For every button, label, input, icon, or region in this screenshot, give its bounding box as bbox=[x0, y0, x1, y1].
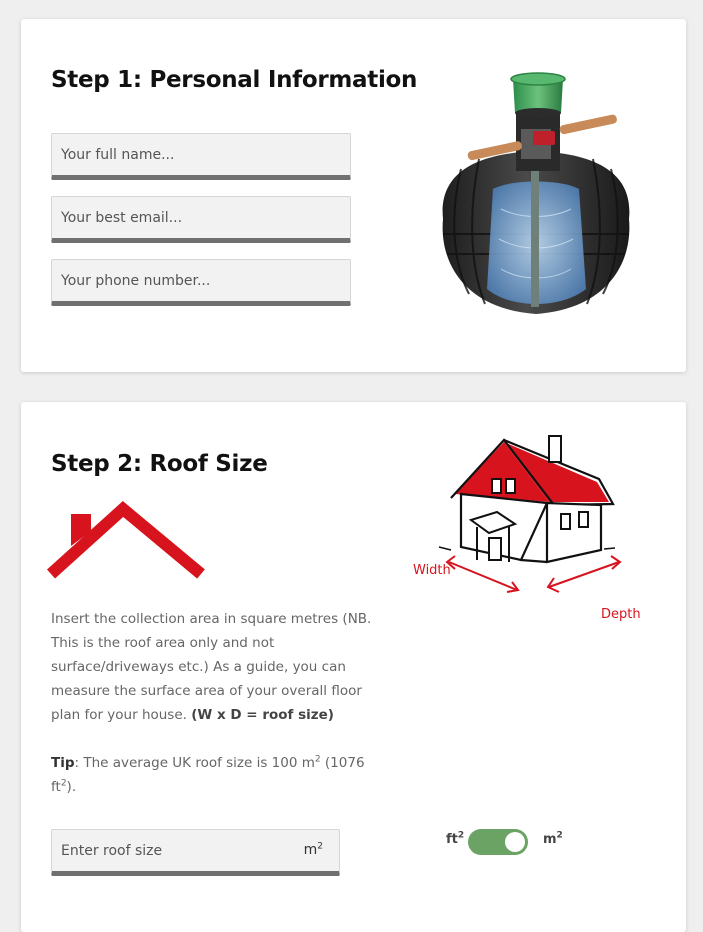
phone-field-wrapper bbox=[51, 259, 351, 306]
tip-sup-m2: 2 bbox=[314, 754, 321, 765]
toggle-knob bbox=[505, 832, 525, 852]
full-name-input[interactable] bbox=[52, 134, 350, 175]
email-input[interactable] bbox=[52, 197, 350, 238]
roof-size-tip bbox=[51, 751, 386, 799]
phone-input[interactable] bbox=[52, 260, 350, 301]
step2-title: Step 2: Roof Size bbox=[51, 451, 268, 477]
toggle-right-text: m bbox=[543, 832, 557, 847]
roof-size-field-wrapper bbox=[51, 829, 340, 876]
toggle-label-m2 bbox=[543, 832, 563, 847]
roof-unit-label bbox=[304, 842, 323, 858]
unit-toggle-group bbox=[446, 827, 571, 857]
rainwater-tank-icon bbox=[421, 69, 651, 324]
roof-size-formula: (W x D = roof size) bbox=[191, 707, 334, 723]
unit-toggle-switch[interactable] bbox=[468, 829, 528, 855]
unit-text: m bbox=[303, 842, 318, 858]
tip-sup-ft2: 2 bbox=[60, 778, 67, 789]
toggle-left-text: ft bbox=[446, 832, 458, 847]
description-text: Insert the collection area in square metres (NB. This is the roof area only and not surface/driveways etc.) As a guide, you can measure the surface area of your overall floor plan for your house. bbox=[51, 611, 372, 723]
house-icon bbox=[389, 432, 641, 622]
roof-size-input[interactable] bbox=[52, 830, 282, 871]
toggle-left-sup: 2 bbox=[457, 830, 465, 841]
width-label: Width bbox=[413, 563, 451, 578]
toggle-label-ft2 bbox=[446, 832, 464, 847]
tip-text-end: ). bbox=[66, 779, 77, 795]
tip-text-mid: (1076 ft bbox=[51, 755, 365, 795]
roof-size-description bbox=[51, 607, 386, 727]
name-field-wrapper bbox=[51, 133, 351, 180]
personal-information-card bbox=[21, 19, 686, 372]
depth-label: Depth bbox=[601, 607, 641, 622]
tip-label: Tip bbox=[51, 755, 75, 771]
toggle-right-sup: 2 bbox=[556, 830, 563, 841]
unit-sup: 2 bbox=[317, 841, 323, 852]
roof-size-card bbox=[21, 402, 686, 932]
step1-title: Step 1: Personal Information bbox=[51, 67, 418, 93]
roof-icon bbox=[49, 506, 205, 584]
email-field-wrapper bbox=[51, 196, 351, 243]
tip-text: : The average UK roof size is 100 m bbox=[74, 755, 315, 771]
